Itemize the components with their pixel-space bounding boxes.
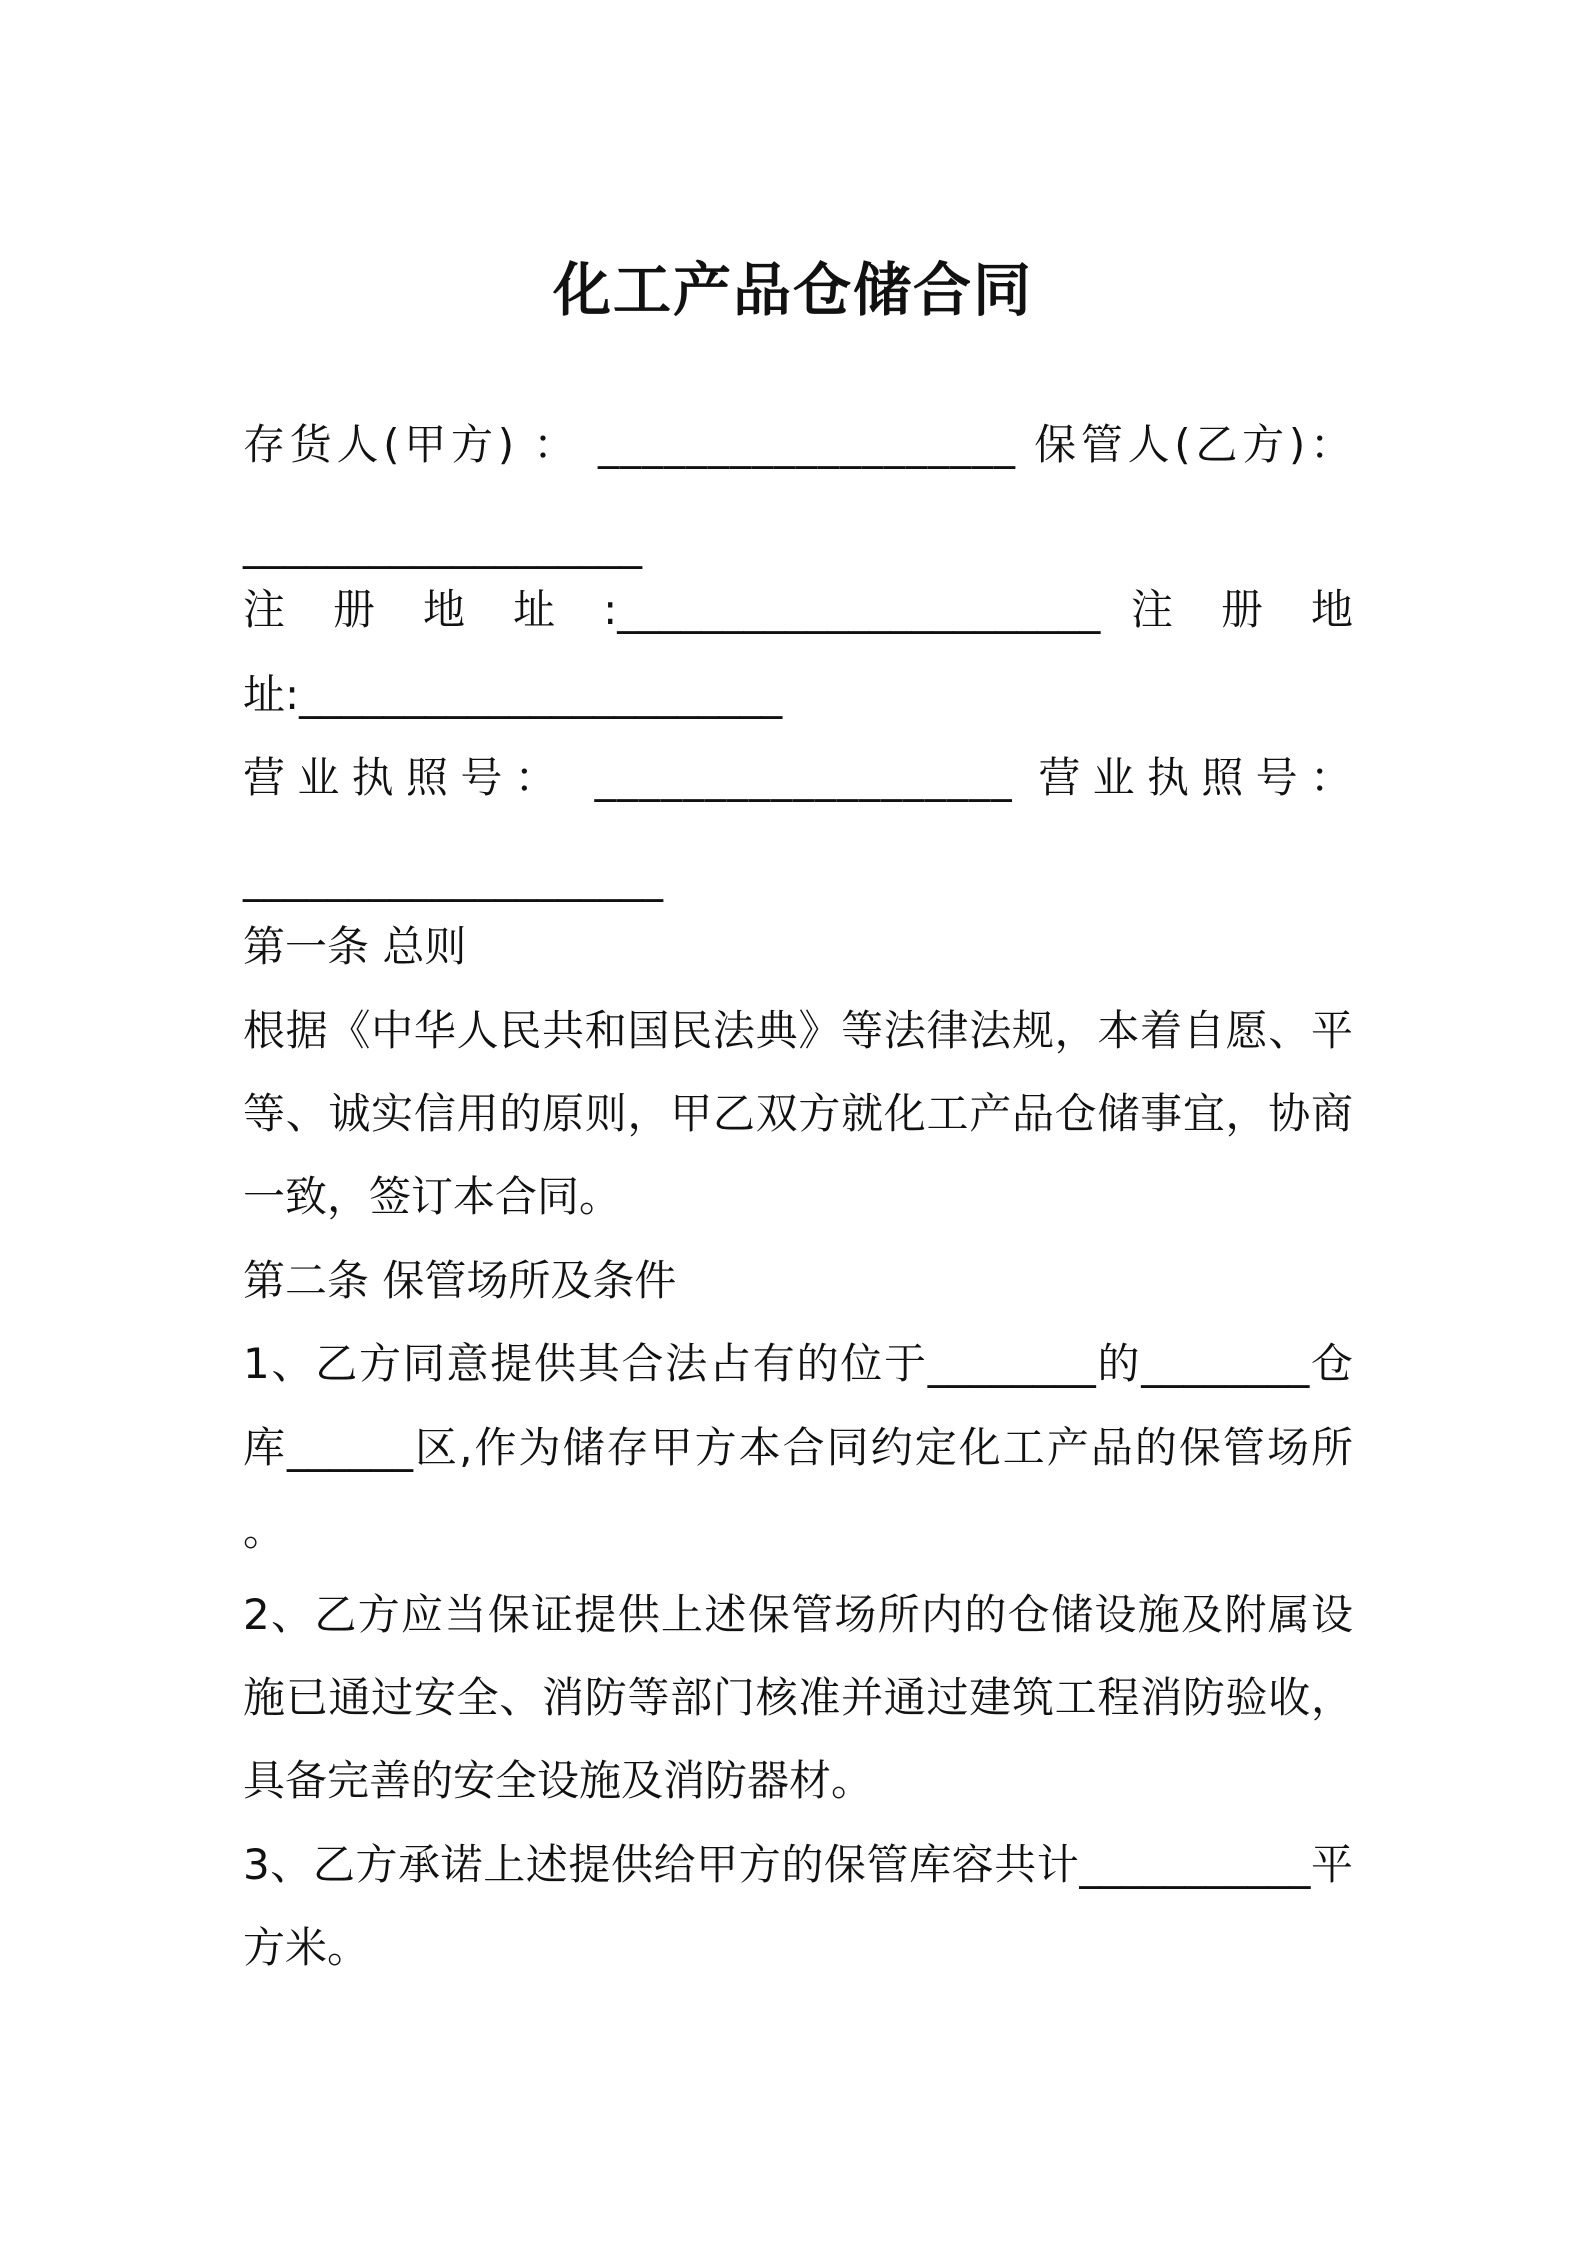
- paragraph-line: 等、诚实信用的原则，甲乙双方就化工产品仓储事宜，协商: [243, 1089, 1353, 1138]
- custodian-blank-line: ___________________: [243, 520, 642, 569]
- paragraph-line: 根据《中华人民共和国民法典》等法律法规，本着自愿、平: [243, 1006, 1353, 1055]
- depositor-line: 存货人(甲方) ： ___________________ 保管人(乙方)：: [243, 420, 1353, 469]
- contract-title: 化工产品仓储合同: [552, 256, 1033, 324]
- paragraph-line: 一致，签订本合同。: [243, 1172, 622, 1221]
- business-license-line: 营业执照号： ___________________ 营业执照号：: [243, 753, 1353, 802]
- clause-line: 方米。: [243, 1923, 370, 1972]
- clause-line: 。: [243, 1506, 286, 1555]
- business-license-blank-line: ____________________: [243, 853, 663, 902]
- article-one-heading: 第一条 总则: [243, 922, 467, 971]
- article-two-heading: 第二条 保管场所及条件: [243, 1256, 677, 1305]
- clause-line: 3、乙方承诺上述提供给甲方的保管库容共计___________平: [243, 1840, 1353, 1889]
- clause-line: 2、乙方应当保证提供上述保管场所内的仓储设施及附属设: [243, 1590, 1353, 1639]
- clause-line: 1、乙方同意提供其合法占有的位于________的________仓: [243, 1339, 1353, 1388]
- clause-line: 具备完善的安全设施及消防器材。: [243, 1756, 874, 1805]
- registered-address-continued: 址:_______________________: [243, 670, 783, 719]
- clause-line: 库______区,作为储存甲方本合同约定化工产品的保管场所: [243, 1423, 1353, 1472]
- registered-address-line: 注 册 地 址 :_______________________ 注 册 地: [243, 585, 1353, 634]
- clause-line: 施已通过安全、消防等部门核准并通过建筑工程消防验收，: [243, 1673, 1353, 1722]
